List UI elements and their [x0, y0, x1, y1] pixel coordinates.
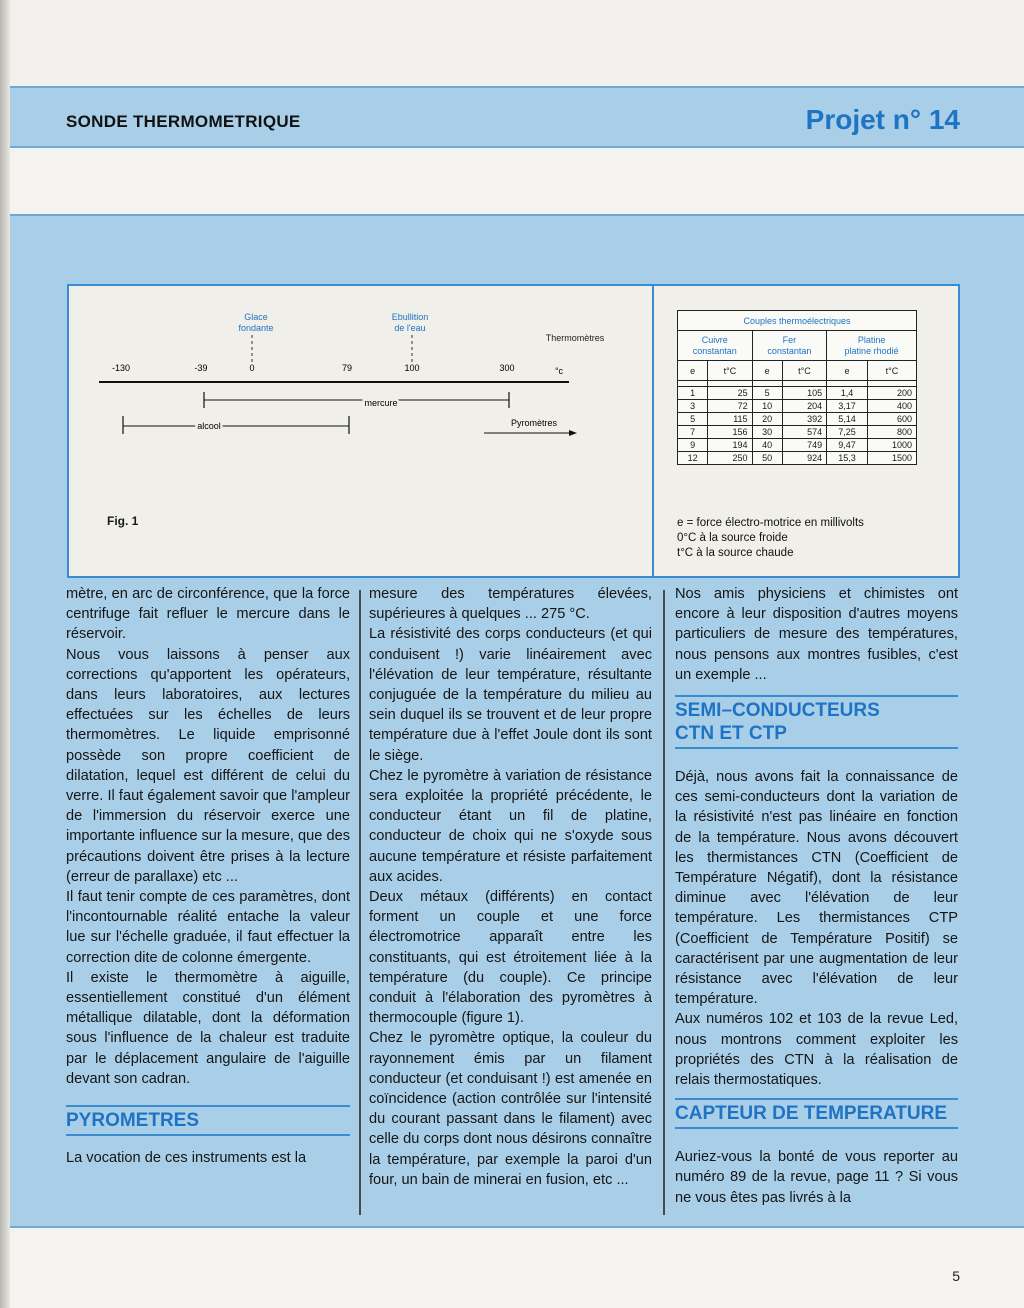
paragraph: Nos amis physiciens et chimistes ont encore à leur disposition d'autres moyens particuliers de mesure des températures, nous pensons aux montres fusibles, c'est un exemple ...: [675, 586, 958, 683]
paragraph: La vocation de ces instruments est la: [66, 1150, 307, 1167]
paragraph: Deux métaux (différents) en contact forment un couple et une force électromotrice apparaît entre les constituants, qui est étroitement liée à la température (du couple). Ce principe conduit à l'élaboration des pyromètres à thermocouple (figure 1).: [369, 889, 652, 1027]
page-top-margin: [0, 0, 1024, 86]
col-header: e: [678, 361, 708, 381]
paragraph: mètre, en arc de circonférence, que la force centrifuge fait refluer le mercure dans le réservoir.: [66, 586, 350, 643]
paragraph: Chez le pyromètre optique, la couleur du rayonnement émis par un filament conducteur (et conduisant !) est amenée en coïncidence (action contrôlée sur l'intensité du courant passant dans le filament) avec celle du corps dont nous désirons connaître la température, par exemple la paroi d'un four, un bain de minerai en fusion, etc ...: [369, 1030, 652, 1188]
header-title: SONDE THERMOMETRIQUE: [66, 112, 301, 131]
glace-label-1: Glace: [244, 312, 268, 322]
white-band: [0, 148, 1024, 214]
paragraph: Déjà, nous avons fait la connaissance de ces semi-conducteurs dont la variation de la résistivité n'est pas linéaire en fonction de la température. Nous avons découvert les thermistances CTN (Coefficient de Température Négatif), dont la résistance diminue avec l'élévation de leur température. Les thermistances CTP (Coefficient de Température Positif) se caractérisent par une augmentation de leur résistance avec l'élévation de leur température.: [675, 769, 958, 1008]
thermometres-label: Thermomètres: [545, 333, 605, 343]
text-column-3: [675, 584, 958, 1208]
mercure-label: mercure: [364, 398, 398, 408]
col-header: e: [827, 361, 868, 381]
column-rule: [663, 590, 665, 1215]
paragraph: mesure des températures élevées, supérieures à quelques ... 275 °C.: [369, 586, 652, 623]
page-footer: [0, 1226, 1024, 1308]
metal-header-fer: Fer constantan: [752, 331, 827, 361]
metal-header-platine: Platine platine rhodié: [827, 331, 917, 361]
table-row: 7 156 30 574 7,25 800: [678, 426, 917, 439]
tick-label-0: 0: [249, 363, 255, 373]
table-row: 5 115 20 392 5,14 600: [678, 413, 917, 426]
tick-label-300: 300: [499, 363, 515, 373]
text-column-2: [369, 584, 652, 1190]
table-row: 1 25 5 105 1,4 200: [678, 387, 917, 400]
table-caption: Couples thermoélectriques: [678, 311, 917, 331]
paragraph: La résistivité des corps conducteurs (et qui conduisent !) varie linéairement avec l'élévation de leur température, résultante conjuguée de la température du milieu au sein duquel ils se trouvent et de leur propre température due à l'effet Joule dont ils sont le siège.: [369, 626, 652, 764]
table-legend: [677, 516, 864, 561]
table-row: 3 72 10 204 3,17 400: [678, 400, 917, 413]
tick-label-100: 100: [404, 363, 420, 373]
col-header: t°C: [782, 361, 826, 381]
unit-label: °c: [554, 366, 564, 376]
temperature-scale-diagram: [69, 286, 649, 486]
paragraph: Il faut tenir compte de ces paramètres, dont l'incontournable réalité entache la valeur lue sur l'échelle graduée, il faut effectuer la correction dite de colonne émergente.: [66, 889, 350, 966]
tick-label-minus130: -130: [111, 363, 131, 373]
figure-divider: [652, 286, 654, 576]
section-heading-capteur: CAPTEUR DE TEMPERATURE: [675, 1098, 958, 1129]
paragraph: Aux numéros 102 et 103 de la revue Led, nous montrons comment exploiter les propriétés des CTN à la réalisation de relais thermostatiques.: [675, 1011, 958, 1089]
ebullition-label-2: de l'eau: [394, 323, 426, 333]
legend-line: t°C à la source chaude: [677, 547, 794, 559]
alcool-label: alcool: [197, 421, 221, 431]
legend-line: 0°C à la source froide: [677, 532, 788, 544]
figure-label: Fig. 1: [107, 514, 139, 528]
column-rule: [359, 590, 361, 1215]
tick-label-79: 79: [341, 363, 353, 373]
tick-label-minus39: -39: [194, 363, 208, 373]
section-heading-pyrometres: PYROMETRES: [66, 1105, 350, 1136]
paragraph: Nous vous laissons à penser aux corrections qu'apportent les opérateurs, dans leurs laboratoires, aux lectures effectuées sur les échelles de leurs thermomètres. Le liquide emprisonné possède son propre coefficient de dilatation, lequel est différent de celui du verre. Il faut également savoir que l'ampleur de l'immersion du réservoir exerce une importante influence sur la mesure, que des précautions doivent être prises à la lecture (erreur de parallaxe) etc ...: [66, 646, 350, 885]
pyrometres-label: Pyromètres: [510, 418, 558, 428]
col-header: t°C: [708, 361, 752, 381]
col-header: e: [752, 361, 782, 381]
table-row: 12 250 50 924 15,3 1500: [678, 452, 917, 465]
thermocouple-table: [677, 310, 917, 465]
paragraph: Auriez-vous la bonté de vous reporter au numéro 89 de la revue, page 11 ? Si vous ne vous êtes pas livrés à la: [675, 1149, 958, 1206]
page-number: 5: [952, 1268, 960, 1284]
text-column-1: [66, 584, 350, 1168]
paragraph: Il existe le thermomètre à aiguille, essentiellement constitué d'un élément métallique dilatable, dont la déformation sous l'influence de la chaleur est traduite par le déplacement angulaire de l'aiguille devant son cadran.: [66, 969, 350, 1087]
paragraph: Chez le pyromètre à variation de résistance sera exploitée la propriété précédente, le conducteur étant un fil de platine, conducteur de choix qui ne s'oxyde sous aucune température et résiste parfaitement aux acides.: [369, 767, 652, 885]
page-spine: [0, 0, 10, 1308]
table-row: 9 194 40 749 9,47 1000: [678, 439, 917, 452]
section-heading-semi-conducteurs: SEMI–CONDUCTEURS CTN ET CTP: [675, 695, 958, 749]
legend-line: e = force électro-motrice en millivolts: [677, 517, 864, 529]
col-header: t°C: [867, 361, 916, 381]
glace-label-2: fondante: [238, 323, 274, 333]
ebullition-label-1: Ebullition: [391, 312, 429, 322]
project-number: Projet n° 14: [805, 104, 960, 135]
figure-1: [67, 284, 960, 578]
metal-header-cuivre: Cuivre constantan: [678, 331, 753, 361]
